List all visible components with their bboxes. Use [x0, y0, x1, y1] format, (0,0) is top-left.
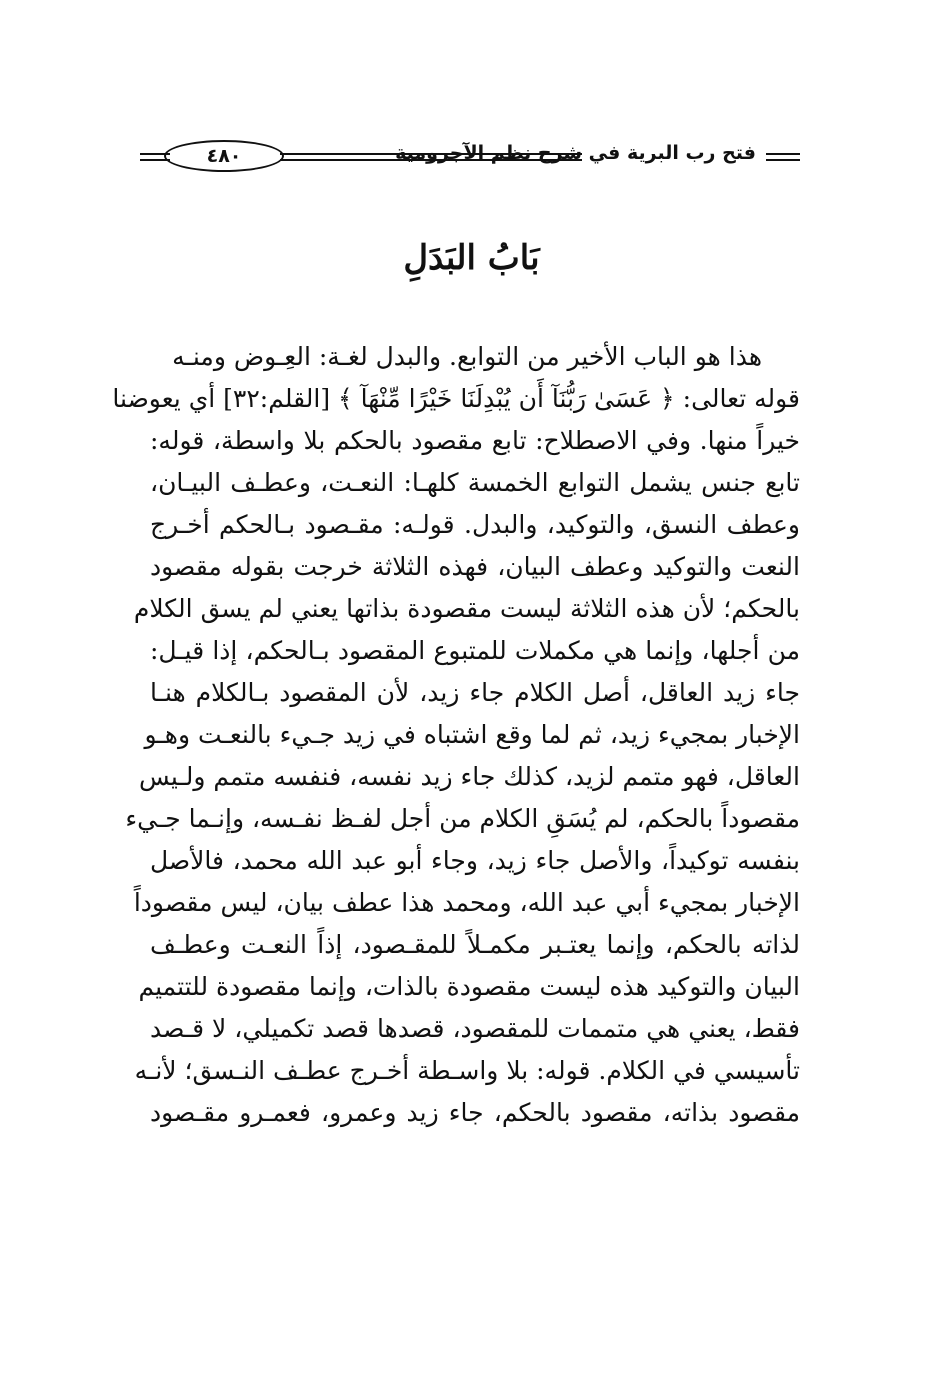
chapter-title: بَابُ البَدَلِ	[403, 238, 540, 278]
text-line: جاء زيد العاقل، أصل الكلام جاء زيد، لأن المقصود بـالكلام هنـا	[150, 678, 800, 707]
text-line: بالحكم؛ لأن هذه الثلاثة ليست مقصودة بذاتها يعني لم يسق الكلام	[133, 594, 800, 623]
text-line: وعطف النسق، والتوكيد، والبدل. قولـه: مقـصود بـالحكم أخـرج	[150, 510, 800, 539]
text-line: مقصوداً بالحكم، لم يُسَقِ الكلام من أجل لفـظ نفـسه، وإنـما جـيء	[125, 804, 800, 833]
header-dash-right	[766, 153, 800, 161]
text-line: الإخبار بمجيء أبي عبد الله، ومحمد هذا عطف بيان، ليس مقصوداً	[133, 888, 800, 917]
text-line: تأسيسي في الكلام. قوله: بلا واسـطة أخـرج عطـف النـسق؛ لأنـه	[134, 1056, 800, 1085]
text-line: فقط، يعني هي متممات للمقصود، قصدها قصد تكميلي، لا قـصد	[150, 1014, 800, 1043]
running-header	[140, 138, 800, 178]
text-line: من أجلها، وإنما هي مكملات للمتبوع المقصود بـالحكم، إذا قيـل:	[150, 636, 800, 665]
text-line: العاقل، فهو متمم لزيد، كذلك جاء زيد نفسه، فنفسه متمم ولـيس	[138, 762, 800, 791]
header-rule-left	[140, 153, 170, 161]
book-title: فتح رب البرية في شرح نظم الآجرومية	[395, 142, 756, 164]
body-text	[112, 336, 800, 1134]
text-line: بنفسه توكيداً، والأصل جاء زيد، وجاء أبو عبد الله محمد، فالأصل	[150, 846, 800, 875]
page-number: ٤٨٠	[164, 140, 284, 172]
text-line: مقصود بذاته، مقصود بالحكم، جاء زيد وعمرو، فعمـرو مقـصود	[150, 1098, 800, 1127]
text-line: تابع جنس يشمل التوابع الخمسة كلهـا: النعـت، وعطـف البيـان،	[150, 468, 800, 497]
text-line: البيان والتوكيد هذه ليست مقصودة بالذات، وإنما مقصودة للتتميم	[138, 972, 800, 1001]
text-line: خيراً منها. وفي الاصطلاح: تابع مقصود بالحكم بلا واسطة، قوله:	[150, 426, 800, 455]
header-rule	[280, 153, 582, 161]
text-line: الإخبار بمجيء زيد، ثم لما وقع اشتباه في زيد جـيء بالنعـت وهـو	[144, 720, 800, 749]
text-line: هذا هو الباب الأخير من التوابع. والبدل لغـة: العِـوض ومنـه	[172, 342, 762, 371]
text-line: قوله تعالى: ﴿ عَسَىٰ رَبُّنَآ أَن يُبْدِلَنَا خَيْرًا مِّنْهَآ ﴾ [القلم:٣٢] أي يعوضنا	[112, 384, 800, 413]
text-line: النعت والتوكيد وعطف البيان، فهذه الثلاثة خرجت بقوله مقصود	[150, 552, 800, 581]
text-line: لذاته بالحكم، وإنما يعتـبر مكمـلاً للمقـصود، إذاً النعـت وعطـف	[150, 930, 800, 959]
